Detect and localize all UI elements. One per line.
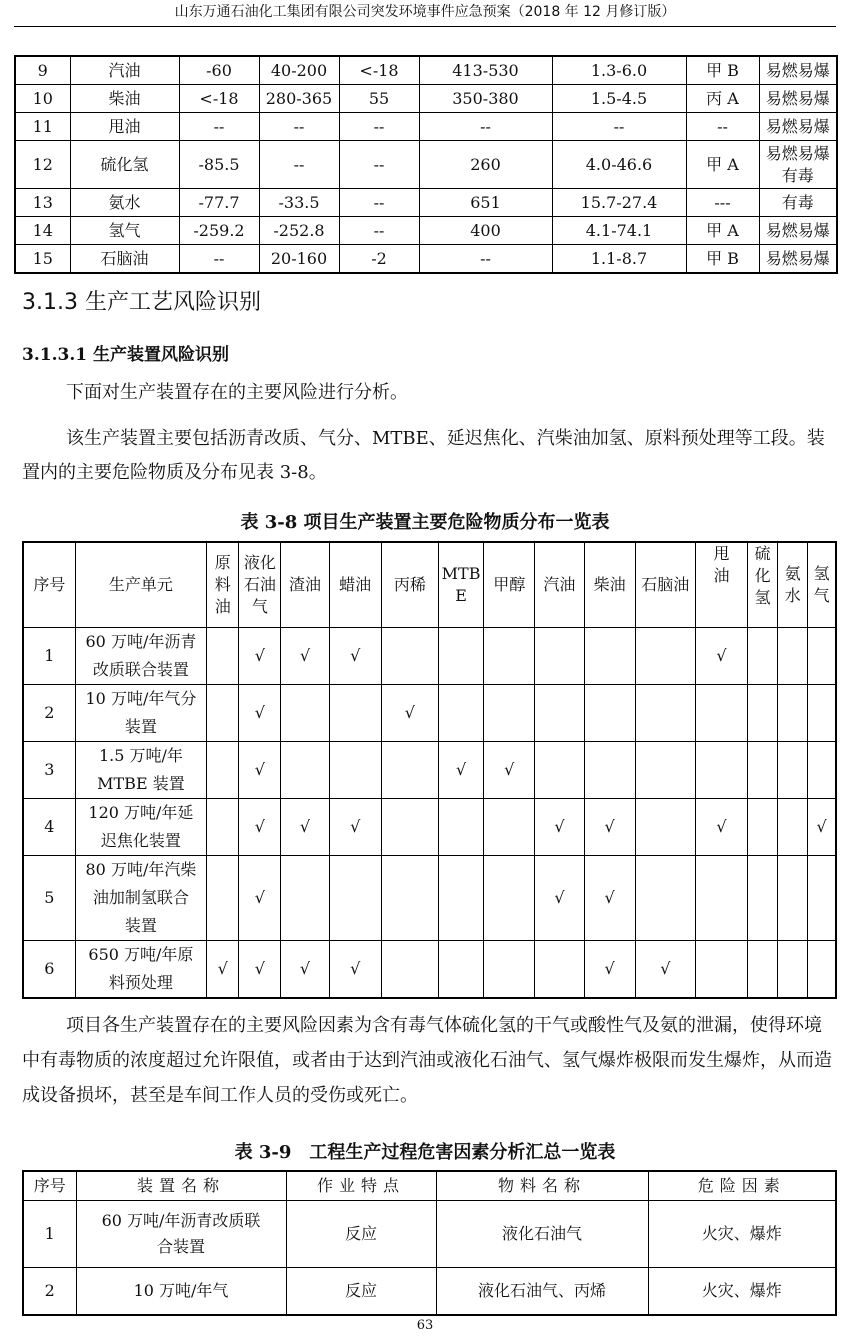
empty-cell [778,941,808,999]
table-cell: -252.8 [259,217,339,245]
table-cell: 651 [419,189,552,217]
table-cell: -- [259,113,339,141]
table-cell: 280-365 [259,85,339,113]
empty-cell [635,742,695,799]
table-row [23,628,836,685]
column-header: 装置名称 [76,1171,286,1201]
subsection-title: 3.1.3.1 生产装置风险识别 [22,345,229,365]
table-cell: 丙 A [686,85,759,113]
unit-name: 10 万吨/年气分 装置 [75,685,206,742]
table-cell: 氢气 [70,217,179,245]
column-header: 原 料 油 [207,542,239,628]
table-cell: 液化石油气 [436,1201,648,1268]
paragraph-risk: 项目各生产装置存在的主要风险因素为含有毒气体硫化氢的干气或酸性气及氨的泄漏，使得环境中有毒物质的浓度超过允许限值，或者由于达到汽油或液化石油气、氢气爆炸极限而发生爆炸，从而造成设备损坏，甚至是车间工作人员的受伤或死亡。 [22,1015,832,1106]
table-row [23,856,836,941]
column-header: 蜡油 [329,542,381,628]
table-cell: 55 [339,85,419,113]
empty-cell [484,628,535,685]
empty-cell [207,742,239,799]
empty-cell [808,856,836,941]
table-row [15,113,837,141]
table-row [15,189,837,217]
table-cell: -259.2 [179,217,259,245]
table-cell: 60 万吨/年沥青改质联 合装置 [76,1201,286,1268]
empty-cell [281,685,329,742]
table-cell: -- [552,113,686,141]
empty-cell [381,742,438,799]
column-header: 石脑油 [635,542,695,628]
table-cell: 反应 [286,1268,436,1316]
empty-cell [484,685,535,742]
unit-name: 1.5 万吨/年 MTBE 装置 [75,742,206,799]
table-cell: -2 [339,245,419,274]
empty-cell [207,628,239,685]
empty-cell [281,742,329,799]
column-header: 序号 [23,1171,76,1201]
table-cell: 易燃易爆 [759,217,837,245]
empty-cell [584,685,635,742]
table-row [23,941,836,999]
section-title: 3.1.3 生产工艺风险识别 [22,290,261,315]
check-mark: √ [635,941,695,999]
empty-cell [695,856,747,941]
table-cell: 甲 B [686,245,759,274]
check-mark: √ [329,941,381,999]
empty-cell [207,856,239,941]
empty-cell [778,856,808,941]
hazard-distribution-table [22,541,837,999]
unit-name: 80 万吨/年汽柴 油加制氢联合 装置 [75,856,206,941]
empty-cell [329,856,381,941]
check-mark: √ [281,799,329,856]
table-cell: -85.5 [179,141,259,189]
table-cell: 40-200 [259,56,339,85]
table-row [23,685,836,742]
empty-cell [381,856,438,941]
table-cell: 甲 A [686,141,759,189]
empty-cell [635,856,695,941]
table-cell: 4.1-74.1 [552,217,686,245]
properties-table [14,55,838,274]
table-cell: -77.7 [179,189,259,217]
empty-cell [778,628,808,685]
check-mark: √ [695,799,747,856]
table-cell: 易燃易爆 [759,85,837,113]
paragraph-intro: 下面对生产装置存在的主要风险进行分析。 [66,382,408,403]
table-cell: -60 [179,56,259,85]
table-3-8-caption: 表 3-8 项目生产装置主要危险物质分布一览表 [240,512,610,533]
page-number: 63 [416,1318,434,1333]
empty-cell [584,628,635,685]
check-mark: √ [535,799,584,856]
table-3-9-caption: 表 3-9 工程生产过程危害因素分析汇总一览表 [234,1142,616,1163]
column-header: 作业特点 [286,1171,436,1201]
table-cell: 氨水 [70,189,179,217]
check-mark: √ [484,742,535,799]
empty-cell [748,941,778,999]
table-row [23,742,836,799]
empty-cell [535,685,584,742]
table-cell: 10 [15,85,70,113]
row-number: 1 [23,628,75,685]
table-cell: 400 [419,217,552,245]
column-header: 氨 水 [778,542,808,628]
empty-cell [281,856,329,941]
empty-cell [635,685,695,742]
table-cell: -- [339,141,419,189]
table-row [23,1201,836,1268]
column-header: 硫 化 氢 [748,542,778,628]
table-cell: 1.5-4.5 [552,85,686,113]
table-cell: 甲 A [686,217,759,245]
empty-cell [535,941,584,999]
check-mark: √ [584,799,635,856]
column-header: 氢 气 [808,542,836,628]
table-cell: -- [686,113,759,141]
table-row [15,217,837,245]
table-cell: 350-380 [419,85,552,113]
empty-cell [778,799,808,856]
column-header: 甩 油 [695,542,747,628]
column-header: 渣油 [281,542,329,628]
unit-name: 650 万吨/年原 料预处理 [75,941,206,999]
check-mark: √ [584,856,635,941]
table-cell: 4.0-46.6 [552,141,686,189]
empty-cell [635,628,695,685]
empty-cell [748,742,778,799]
check-mark: √ [239,685,281,742]
column-header: 序号 [23,542,75,628]
table-row [23,799,836,856]
empty-cell [438,685,483,742]
header-divider [14,26,836,27]
empty-cell [484,941,535,999]
empty-cell [695,685,747,742]
table-row [23,1268,836,1316]
column-header: 甲醇 [484,542,535,628]
table-cell: 反应 [286,1201,436,1268]
empty-cell [808,941,836,999]
table-cell: 15.7-27.4 [552,189,686,217]
table-cell: 柴油 [70,85,179,113]
empty-cell [484,856,535,941]
table-cell: 13 [15,189,70,217]
empty-cell [695,742,747,799]
empty-cell [438,941,483,999]
table-cell: 11 [15,113,70,141]
table-cell: -33.5 [259,189,339,217]
table-cell: -- [179,113,259,141]
empty-cell [778,742,808,799]
empty-cell [748,856,778,941]
empty-cell [748,628,778,685]
table-row [15,85,837,113]
empty-cell [438,628,483,685]
empty-cell [635,799,695,856]
table-cell: 1.3-6.0 [552,56,686,85]
table-cell: 2 [23,1268,76,1316]
check-mark: √ [281,941,329,999]
column-header: 生产单元 [75,542,206,628]
table-row [15,245,837,274]
check-mark: √ [239,799,281,856]
column-header: MTB E [438,542,483,628]
table-cell: 液化石油气、丙烯 [436,1268,648,1316]
table-cell: --- [686,189,759,217]
column-header: 物料名称 [436,1171,648,1201]
unit-name: 120 万吨/年延 迟焦化装置 [75,799,206,856]
check-mark: √ [695,628,747,685]
table-row [15,56,837,85]
empty-cell [484,799,535,856]
column-header: 液化 石油 气 [239,542,281,628]
empty-cell [329,685,381,742]
table-cell: <-18 [339,56,419,85]
empty-cell [748,799,778,856]
check-mark: √ [281,628,329,685]
table-cell: 甲 B [686,56,759,85]
empty-cell [329,742,381,799]
page-header: 山东万通石油化工集团有限公司突发环境事件应急预案（2018 年 12 月修订版） [174,4,676,20]
empty-cell [808,628,836,685]
empty-cell [778,685,808,742]
unit-name: 60 万吨/年沥青 改质联合装置 [75,628,206,685]
empty-cell [207,799,239,856]
row-number: 4 [23,799,75,856]
check-mark: √ [808,799,836,856]
table-cell: 硫化氢 [70,141,179,189]
empty-cell [381,941,438,999]
table-cell: -- [339,113,419,141]
empty-cell [438,799,483,856]
column-header: 柴油 [584,542,635,628]
table-cell: 有毒 [759,189,837,217]
check-mark: √ [207,941,239,999]
empty-cell [381,799,438,856]
table-cell: -- [339,189,419,217]
table-row [15,141,837,189]
row-number: 5 [23,856,75,941]
empty-cell [695,941,747,999]
table-cell: 10 万吨/年气 [76,1268,286,1316]
table-cell: 石脑油 [70,245,179,274]
table-cell: 易燃易爆 [759,113,837,141]
check-mark: √ [239,742,281,799]
empty-cell [535,742,584,799]
table-cell: 火灾、爆炸 [648,1268,836,1316]
table-cell: 易燃易爆 有毒 [759,141,837,189]
check-mark: √ [438,742,483,799]
check-mark: √ [535,856,584,941]
column-header: 危险因素 [648,1171,836,1201]
table-cell: 12 [15,141,70,189]
table-cell: -- [339,217,419,245]
table-cell: 14 [15,217,70,245]
check-mark: √ [381,685,438,742]
paragraph-units: 该生产装置主要包括沥青改质、气分、MTBE、延迟焦化、汽柴油加氢、原料预处理等工段。装置内的主要危险物质及分布见表 3-8。 [22,428,825,483]
check-mark: √ [584,941,635,999]
check-mark: √ [239,856,281,941]
table-cell: <-18 [179,85,259,113]
empty-cell [808,685,836,742]
empty-cell [381,628,438,685]
check-mark: √ [239,941,281,999]
hazard-factor-table [22,1170,837,1316]
empty-cell [535,628,584,685]
table-cell: 413-530 [419,56,552,85]
column-header: 丙稀 [381,542,438,628]
table-cell: 15 [15,245,70,274]
empty-cell [438,856,483,941]
empty-cell [584,742,635,799]
row-number: 3 [23,742,75,799]
check-mark: √ [239,628,281,685]
table-cell: -- [179,245,259,274]
table-cell: 汽油 [70,56,179,85]
table-cell: 9 [15,56,70,85]
table-cell: 易燃易爆 [759,245,837,274]
check-mark: √ [329,628,381,685]
empty-cell [808,742,836,799]
table-cell: 甩油 [70,113,179,141]
column-header: 汽油 [535,542,584,628]
table-cell: 1 [23,1201,76,1268]
table-cell: 1.1-8.7 [552,245,686,274]
table-cell: 260 [419,141,552,189]
table-cell: 火灾、爆炸 [648,1201,836,1268]
table-cell: 20-160 [259,245,339,274]
table-cell: -- [419,113,552,141]
row-number: 2 [23,685,75,742]
table-cell: -- [419,245,552,274]
table-cell: 易燃易爆 [759,56,837,85]
empty-cell [207,685,239,742]
table-cell: -- [259,141,339,189]
empty-cell [748,685,778,742]
row-number: 6 [23,941,75,999]
check-mark: √ [329,799,381,856]
